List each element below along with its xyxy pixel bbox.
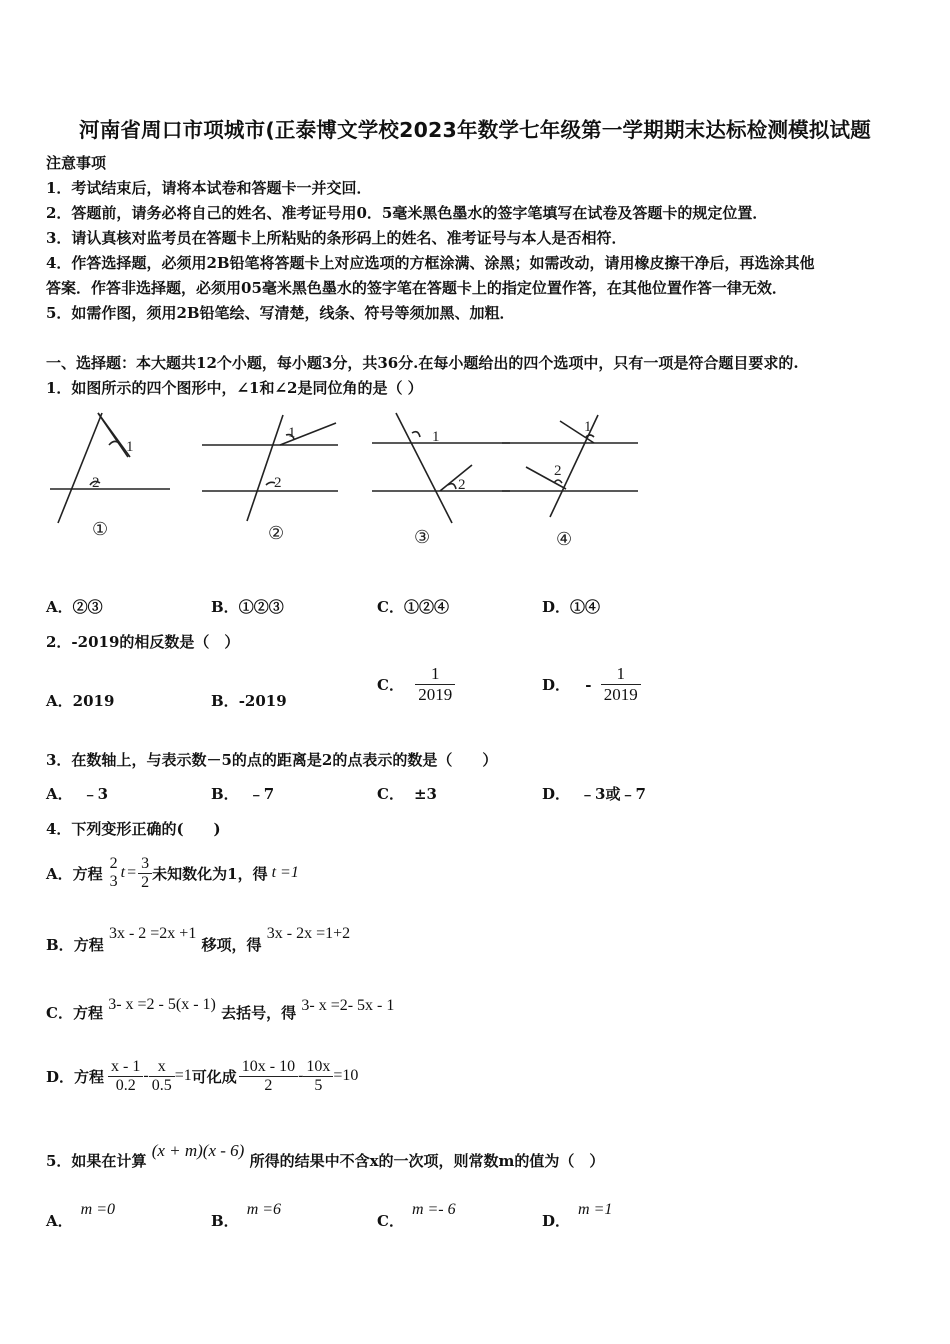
option-text: 未知数化为1，得 [152, 864, 268, 883]
option-text: ﹣3或﹣7 [580, 785, 646, 803]
q2-option-d[interactable] [542, 664, 641, 705]
figure4-angle2-label: 2 [554, 463, 562, 479]
denominator: 5 [303, 1076, 333, 1095]
q2-option-c[interactable] [377, 664, 455, 705]
q2-option-a[interactable] [46, 690, 114, 711]
q3-option-c[interactable] [377, 783, 437, 804]
option-letter: C． [377, 1212, 404, 1230]
equals-sign: =10 [333, 1067, 359, 1084]
question-1-stem: 1．如图所示的四个图形中，∠1和∠2是同位角的是（ ） [46, 379, 423, 397]
q3-option-a[interactable] [46, 783, 108, 804]
page-title: 河南省周口市项城市(正泰博文学校2023年数学七年级第一学期期末达标检测模拟试题 [79, 118, 871, 142]
denominator: 2019 [601, 684, 641, 705]
numerator: 2 [109, 855, 118, 872]
fraction [138, 855, 152, 892]
stem-text: 5．如果在计算 [46, 1152, 147, 1170]
numerator: 3 [141, 854, 150, 872]
option-text: m =1 [578, 1201, 613, 1218]
option-prefix: 方程 [72, 1004, 103, 1022]
option-text: ①②④ [403, 598, 449, 616]
figure2-angle1-label: 1 [288, 425, 296, 441]
figure1-angle2-label: 2 [92, 475, 100, 491]
question-2-stem: 2．-2019的相反数是（ ） [46, 633, 240, 651]
denominator: 2 [138, 873, 152, 892]
option-text: m =- 6 [411, 1201, 456, 1218]
q1-option-d[interactable] [542, 596, 600, 617]
figure3-angle1-label: 1 [432, 429, 440, 445]
minus-sign: - [143, 1067, 149, 1084]
q4-option-a[interactable] [46, 850, 299, 896]
fraction [303, 1058, 333, 1095]
math-expression: t =1 [271, 864, 299, 881]
option-text: ②③ [72, 598, 103, 616]
option-letter: C． [377, 676, 404, 694]
option-prefix: 方程 [73, 936, 104, 954]
option-letter: D． [542, 1212, 571, 1230]
option-letter: A． [46, 785, 73, 803]
option-prefix: 方程 [74, 1067, 105, 1086]
math-expression: 3- x =2 - 5(x - 1) [108, 996, 216, 1013]
option-letter: C． [377, 598, 404, 616]
numerator: x - 1 [111, 1057, 141, 1075]
math-expression: 3- x =2- 5x - 1 [301, 997, 395, 1014]
option-text: ±3 [413, 785, 437, 803]
option-letter: B． [46, 936, 74, 954]
equals-sign: =1 [174, 1067, 192, 1084]
option-letter: D． [542, 598, 571, 616]
q4-option-c[interactable] [46, 996, 395, 1023]
option-text: m =6 [246, 1201, 282, 1218]
fraction [108, 1058, 143, 1095]
figure2-label: ② [268, 523, 285, 543]
section-heading: 一、选择题：本大题共12个小题，每小题3分，共36分.在每小题给出的四个选项中，只有一项是符合题目要求的. [46, 354, 799, 372]
option-letter: A． [46, 864, 73, 883]
option-letter: A． [46, 692, 73, 710]
denominator: 0.5 [149, 1076, 175, 1095]
question-4-stem: 4．下列变形正确的( ) [46, 820, 221, 838]
figure3-angle2-label: 2 [458, 477, 466, 493]
option-prefix: 方程 [72, 864, 103, 883]
option-text: ﹣7 [248, 785, 275, 803]
option-text: 可化成 [191, 1067, 237, 1086]
note-item: 1．考试结束后，请将本试卷和答题卡一并交回． [46, 179, 372, 197]
denominator: 2019 [415, 684, 455, 705]
option-letter: D． [46, 1067, 75, 1086]
figure2-angle2-label: 2 [274, 475, 282, 491]
option-text: ①④ [570, 598, 601, 616]
option-letter: A． [46, 598, 73, 616]
denominator: 2 [239, 1076, 298, 1095]
option-letter: C． [46, 1004, 73, 1022]
fraction [149, 1058, 175, 1095]
fraction [415, 664, 455, 705]
math-expression: 3x - 2 =2x +1 [108, 925, 197, 942]
figure1-label: ① [92, 519, 109, 539]
numerator: x [157, 1057, 166, 1075]
option-letter: D． [542, 785, 571, 803]
q1-option-a[interactable] [46, 596, 103, 617]
q5-option-a[interactable] [46, 1201, 115, 1231]
option-letter: B． [211, 598, 239, 616]
option-letter: B． [211, 692, 239, 710]
fraction [601, 664, 641, 705]
q2-option-b[interactable] [211, 690, 287, 711]
note-item: 4．作答选择题，必须用2B铅笔将答题卡上对应选项的方框涂满、涂黑；如需改动，请用橡皮擦干净后，再选涂其他 [46, 254, 815, 272]
figure3-label: ③ [414, 527, 431, 547]
question-5-stem [46, 1141, 605, 1171]
q5-option-b[interactable] [211, 1201, 282, 1231]
q1-option-c[interactable] [377, 596, 449, 617]
q1-option-b[interactable] [211, 596, 284, 617]
q4-option-b[interactable] [46, 925, 351, 955]
option-text: 去括号，得 [221, 1004, 297, 1022]
option-letter: A． [46, 1212, 73, 1230]
numerator: 10x [306, 1057, 331, 1075]
q1-figures [40, 405, 650, 555]
note-item: 2．答题前，请务必将自己的姓名、准考证号用0．5毫米黑色墨水的签字笔填写在试卷及答题卡的规定位置． [46, 204, 768, 222]
numerator: 1 [616, 664, 625, 683]
numerator: 1 [430, 664, 440, 683]
equals-sign: = [127, 864, 137, 881]
q5-option-c[interactable] [377, 1201, 456, 1231]
stem-text: 所得的结果中不含x的一次项，则常数m的值为（ ） [249, 1152, 605, 1170]
figure4-label: ④ [556, 529, 573, 549]
option-letter: C． [377, 785, 404, 803]
option-text: m =0 [80, 1201, 115, 1218]
option-text: 2019 [72, 692, 115, 710]
note-item: 3．请认真核对监考员在答题卡上所粘贴的条形码上的姓名、准考证号与本人是否相符． [46, 229, 627, 247]
question-3-stem: 3．在数轴上，与表示数－5的点的距离是2的点表示的数是（ ） [46, 751, 498, 769]
option-text: 移项，得 [201, 936, 262, 954]
minus-sign: - [585, 675, 592, 694]
denominator: 3 [109, 873, 118, 890]
fraction [239, 1058, 298, 1095]
fraction [107, 855, 121, 891]
option-text: ﹣3 [82, 785, 109, 803]
option-letter: B． [211, 785, 239, 803]
option-letter: B． [211, 1212, 239, 1230]
variable: t [120, 864, 126, 881]
math-expression: 3x - 2x =1+2 [266, 925, 351, 942]
math-expression: (x + m)(x - 6) [151, 1141, 245, 1160]
option-text: -2019 [238, 692, 287, 710]
option-text: ①②③ [238, 598, 284, 616]
figure4-angle1-label: 1 [584, 419, 592, 435]
q5-option-d[interactable] [542, 1201, 613, 1231]
q3-option-d[interactable] [542, 783, 646, 804]
q4-option-d[interactable] [46, 1052, 358, 1100]
figure1-angle1-label: 1 [126, 439, 134, 455]
numerator: 10x - 10 [241, 1057, 296, 1075]
denominator: 0.2 [108, 1076, 143, 1095]
q3-option-b[interactable] [211, 783, 274, 804]
notes-heading: 注意事项 [46, 154, 107, 172]
note-item: 5．如需作图，须用2B铅笔绘、写清楚，线条、符号等须加黑、加粗． [46, 304, 515, 322]
note-item: 答案．作答非选择题，必须用05毫米黑色墨水的签字笔在答题卡上的指定位置作答，在其他位置作答一律无效． [46, 279, 787, 297]
minus-sign: - [298, 1067, 304, 1084]
option-letter: D． [542, 676, 571, 694]
